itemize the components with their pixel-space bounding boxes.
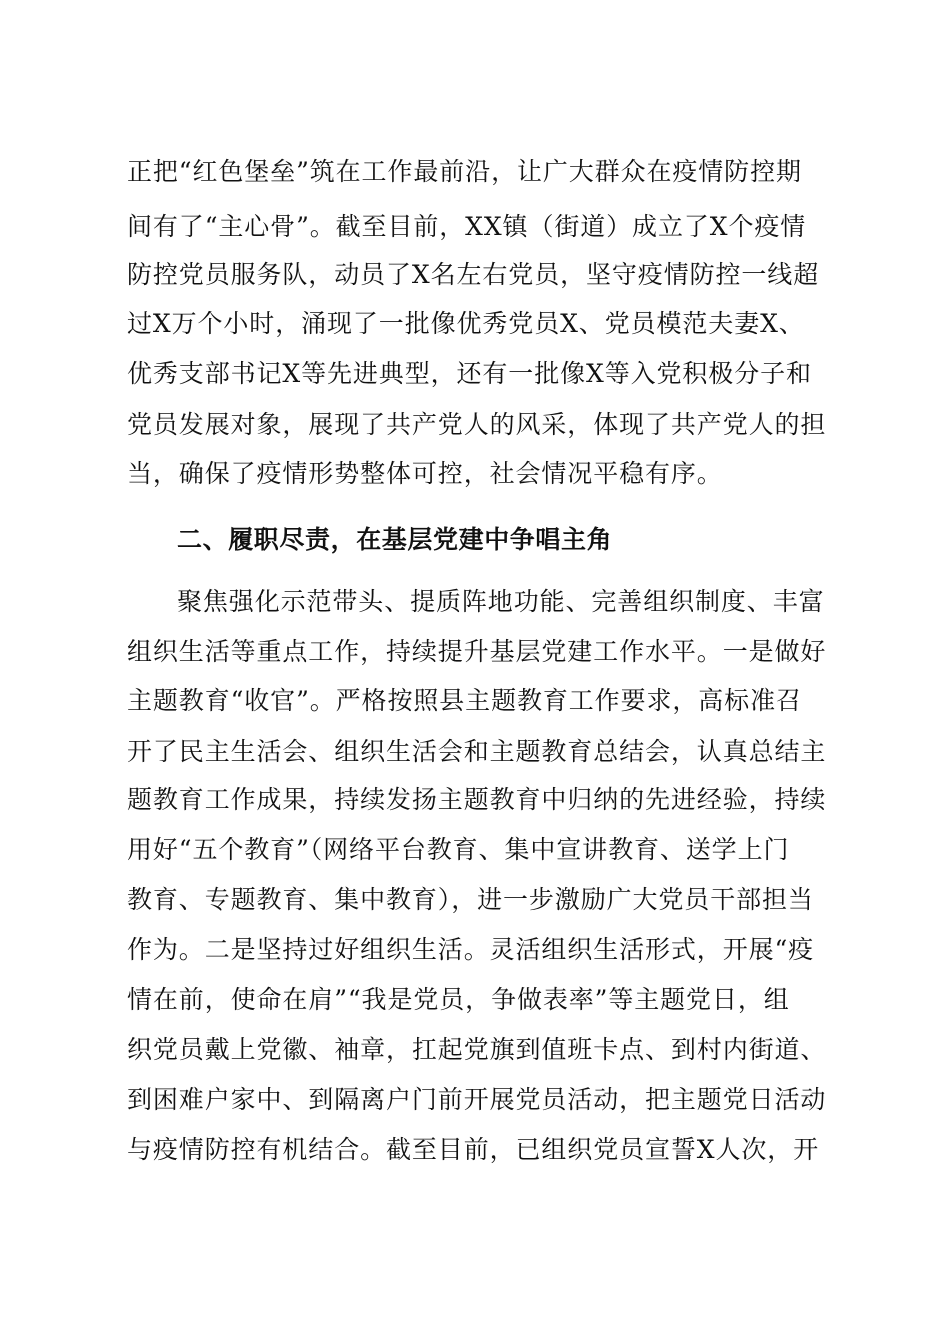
paragraph-1-line-3: 防控党员服务队，动员了X名左右党员，坚守疫情防控一线超 <box>127 260 820 289</box>
paragraph-1-line-2: 间有了“主心骨”。截至目前，XX镇（街道）成立了X个疫情 <box>127 212 807 241</box>
paragraph-2-line-2: 组织生活等重点工作，持续提升基层党建工作水平。一是做好 <box>127 637 827 666</box>
paragraph-2-line-10: 织党员戴上党徽、袖章，扛起党旗到值班卡点、到村内街道、 <box>127 1035 827 1064</box>
section-heading: 二、履职尽责，在基层党建中争唱主角 <box>177 525 613 554</box>
paragraph-1-line-1: 正把“红色堡垒”筑在工作最前沿，让广大群众在疫情防控期 <box>127 157 802 186</box>
paragraph-1-line-4: 过X万个小时，涌现了一批像优秀党员X、党员模范夫妻X、 <box>127 309 805 338</box>
paragraph-2-line-11: 到困难户家中、到隔离户门前开展党员活动，把主题党日活动 <box>127 1085 827 1114</box>
paragraph-2-line-9: 情在前，使命在肩”“我是党员，争做表率”等主题党日，组 <box>127 985 790 1014</box>
paragraph-2-line-12: 与疫情防控有机结合。截至目前，已组织党员宣誓X人次，开 <box>127 1135 820 1164</box>
paragraph-2-line-1: 聚焦强化示范带头、提质阵地功能、完善组织制度、丰富 <box>177 587 825 616</box>
paragraph-2-line-8: 作为。二是坚持过好组织生活。灵活组织生活形式，开展“疫 <box>127 935 815 964</box>
paragraph-1-line-7: 当，确保了疫情形势整体可控，社会情况平稳有序。 <box>127 459 723 488</box>
paragraph-2-line-7: 教育、专题教育、集中教育），进一步激励广大党员干部担当 <box>127 885 814 914</box>
paragraph-1-line-5: 优秀支部书记X等先进典型，还有一批像X等入党积极分子和 <box>127 359 812 388</box>
paragraph-1-line-6: 党员发展对象，展现了共产党人的风采，体现了共产党人的担 <box>127 410 827 439</box>
paragraph-2-line-3: 主题教育“收官”。严格按照县主题教育工作要求，高标准召 <box>127 686 802 715</box>
paragraph-2-line-5: 题教育工作成果，持续发扬主题教育中归纳的先进经验，持续 <box>127 785 827 814</box>
paragraph-2-line-6: 用好“五个教育”（网络平台教育、集中宣讲教育、送学上门 <box>127 835 790 864</box>
paragraph-2-line-4: 开了民主生活会、组织生活会和主题教育总结会，认真总结主 <box>127 737 827 766</box>
